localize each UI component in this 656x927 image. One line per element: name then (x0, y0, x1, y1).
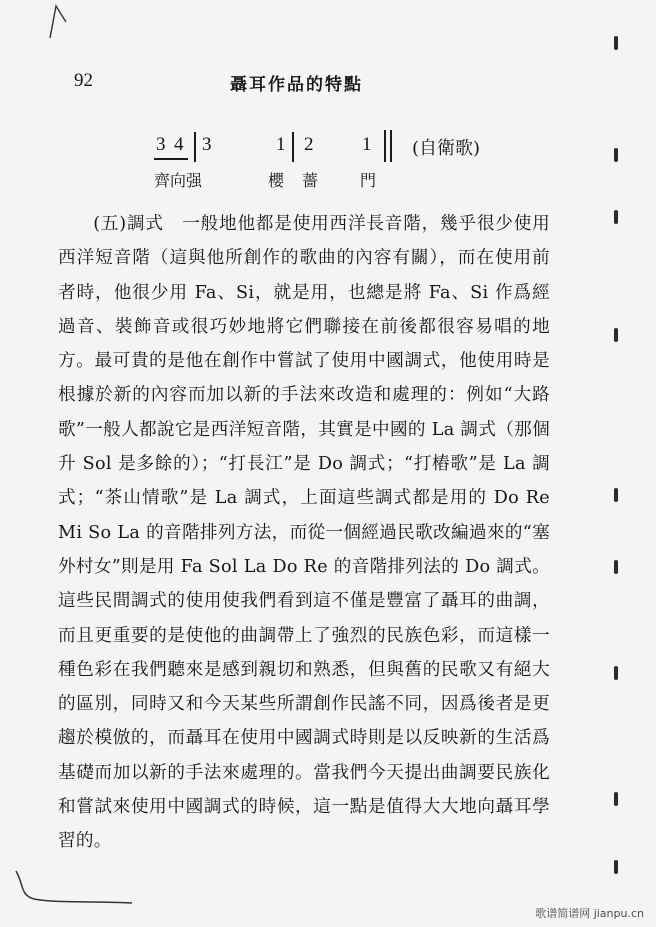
song-title: (自衛歌) (412, 138, 481, 159)
scan-mark (614, 210, 618, 224)
lyric: 齊向强 (154, 171, 203, 190)
note: 3 (202, 134, 212, 155)
scan-mark (614, 792, 618, 806)
lyric: 櫻 (268, 171, 285, 190)
barline (390, 130, 392, 162)
lyric: 薔 (302, 171, 319, 190)
note: 1 (276, 134, 286, 155)
scan-mark (614, 148, 618, 162)
barline (292, 132, 294, 162)
scan-mark (614, 36, 618, 50)
scan-mark (614, 860, 618, 874)
music-notation-excerpt (150, 132, 510, 194)
page-number: 92 (74, 70, 93, 91)
site-watermark: 歌谱简谱网 jianpu.cn (535, 907, 644, 920)
scan-edge-scribble (14, 865, 134, 905)
scan-margin-marks (612, 0, 622, 927)
scan-mark (614, 560, 618, 574)
barline (384, 130, 386, 162)
lyric: 門 (360, 171, 377, 190)
scan-mark (614, 666, 618, 680)
scan-mark (614, 328, 618, 342)
note: 3 (156, 134, 166, 155)
paragraph-modes: (五)調式 一般地他都是使用西洋長音階，幾乎很少使用西洋短音階（這與他所創作的歌曲的內容有關），而在使用前者時，他很少用 Fa、Si，就是用，也總是將 Fa、Si 作爲經過音、裝飾音或很巧妙地將它們聯接在前後都很容易唱的地方。最可貴的是他在創作中嘗試了使用中國調式，他使用時是根據於新的內容而加以新的手法來改造和處理的：例如“大路歌”一般人都說它是西洋短音階，其實是中國的 La 調式（那個升 Sol 是多餘的）；“打長江”是 Do 調式；“打樁歌”是 La 調式；“茶山情歌”是 La 調式，上面這些調式都是用的 Do Re Mi So La 的音階排列方法，而從一個經過民歌改編過來的“塞外村女”則是用 Fa Sol La Do Re 的音階排列法的 Do 調式。這些民間調式的使用使我們看到這不僅是豐富了聶耳的曲調，而且更重要的是使他的曲調帶上了強烈的民族色彩，而這樣一種色彩在我們聽來是感到親切和熟悉，但與舊的民歌又有絕大的區別，同時又和今天某些所謂創作民謠不同，因爲後者是更趨於模倣的，而聶耳在使用中國調式時則是以反映新的生活爲基礎而加以新的手法來處理的。當我們今天提出曲調要民族化和嘗試來使用中國調式的時候，這一點是值得大大地向聶耳學習的。 (58, 214, 550, 852)
scan-mark (614, 488, 618, 502)
article-body (58, 207, 550, 859)
note: 2 (304, 134, 314, 155)
scan-corner-mark (44, 4, 74, 40)
beam-line (154, 158, 188, 160)
barline (194, 132, 196, 162)
running-title: 聶耳作品的特點 (230, 75, 363, 95)
note: 4 (174, 134, 184, 155)
note: 1 (362, 134, 372, 155)
